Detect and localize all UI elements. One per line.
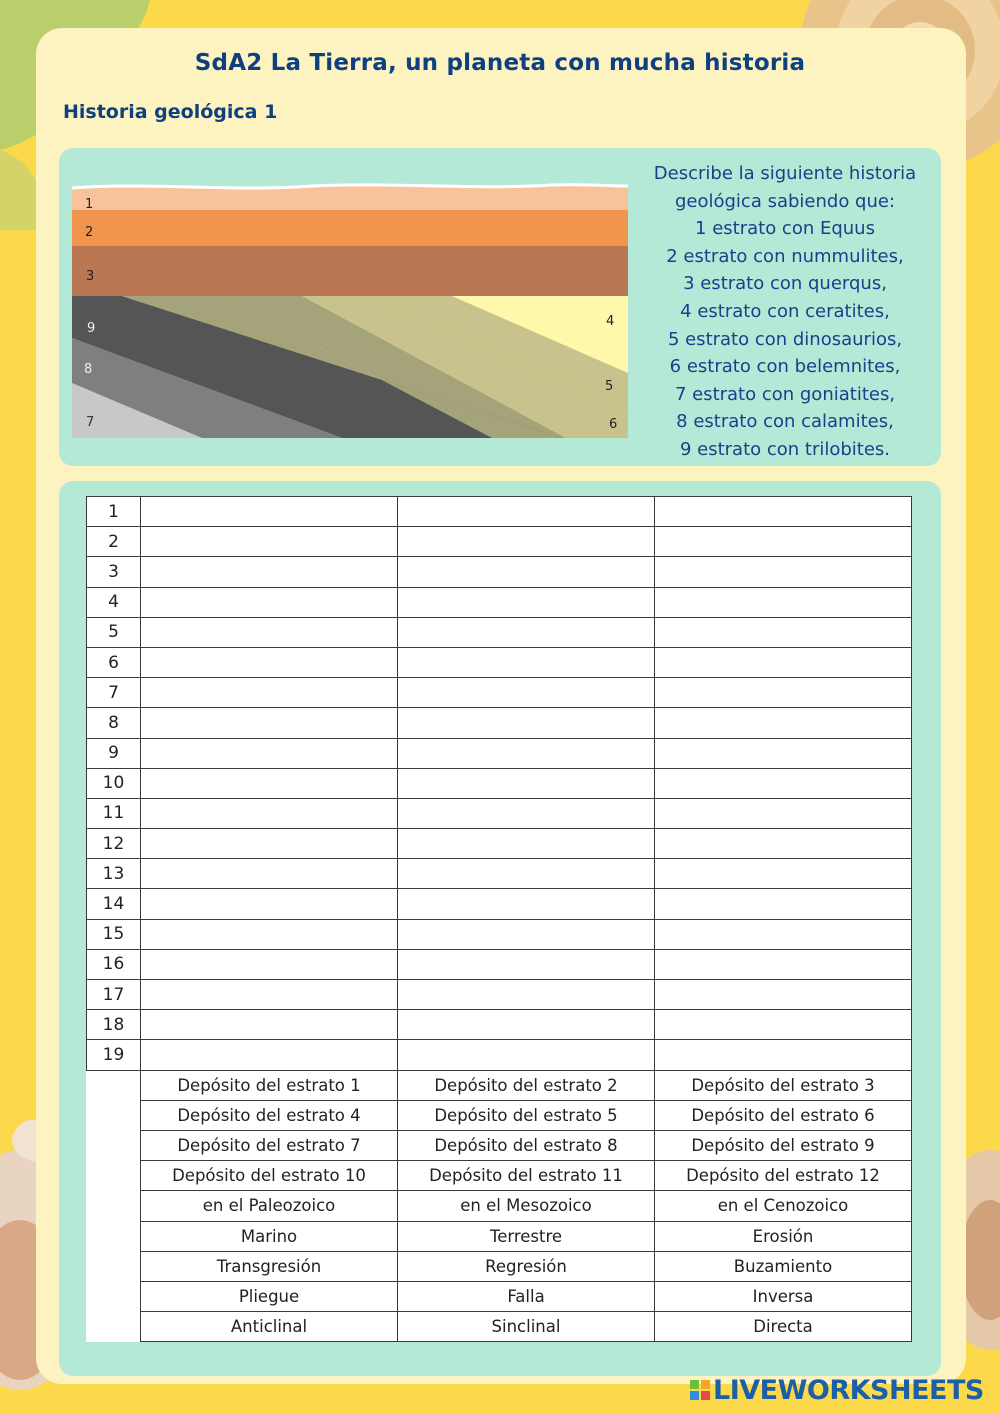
options-row [87,1191,912,1221]
draggable-option[interactable]: en el Cenozoico [655,1191,912,1221]
answer-drop-cell[interactable] [141,497,398,527]
answer-drop-cell[interactable] [655,1010,912,1040]
answer-drop-cell[interactable] [655,980,912,1010]
stratum-label-4: 4 [606,314,615,329]
answer-drop-cell[interactable] [398,708,655,738]
row-number: 19 [87,1040,141,1070]
answer-drop-cell[interactable] [141,859,398,889]
answer-drop-cell[interactable] [655,1040,912,1070]
stratum-2 [72,210,628,246]
answer-drop-cell[interactable] [655,768,912,798]
empty-cell [87,1312,141,1342]
answer-drop-cell[interactable] [655,557,912,587]
empty-cell [87,1251,141,1281]
answer-drop-cell[interactable] [141,678,398,708]
stratum-label-9: 9 [87,321,96,336]
row-number: 6 [87,647,141,677]
description-line: 9 estrato con trilobites. [679,438,891,460]
draggable-option[interactable]: Directa [655,1312,912,1342]
answer-row [87,647,912,677]
answer-drop-cell[interactable] [141,1040,398,1070]
draggable-option[interactable]: Falla [398,1281,655,1311]
answer-drop-cell[interactable] [141,768,398,798]
empty-cell [87,1070,141,1100]
draggable-option[interactable]: Pliegue [141,1281,398,1311]
answer-drop-cell[interactable] [141,829,398,859]
liveworksheets-logo [690,1374,984,1406]
answer-row [87,587,912,617]
options-row [87,1161,912,1191]
answer-drop-cell[interactable] [141,587,398,617]
answer-drop-cell[interactable] [141,647,398,677]
row-number: 13 [87,859,141,889]
stratum-label-7: 7 [86,415,95,430]
answer-row [87,527,912,557]
row-number: 2 [87,527,141,557]
answer-drop-cell[interactable] [655,859,912,889]
answer-drop-cell[interactable] [655,798,912,828]
answer-drop-cell[interactable] [655,527,912,557]
description-line: 7 estrato con goniatites, [674,383,896,405]
description-line: 8 estrato con calamites, [676,411,894,433]
empty-cell [87,1161,141,1191]
draggable-option[interactable]: Depósito del estrato 10 [141,1161,398,1191]
answer-drop-cell[interactable] [655,708,912,738]
draggable-option[interactable]: Depósito del estrato 7 [141,1130,398,1160]
empty-cell [87,1191,141,1221]
answer-drop-cell[interactable] [655,497,912,527]
answer-drop-cell[interactable] [655,617,912,647]
stratum-label-3: 3 [86,269,95,284]
answer-drop-cell[interactable] [141,919,398,949]
strata-diagram [72,178,628,438]
description-line: 1 estrato con Equus [695,218,875,240]
options-row [87,1281,912,1311]
draggable-option[interactable]: Regresión [398,1251,655,1281]
answer-drop-cell[interactable] [398,497,655,527]
answer-row [87,949,912,979]
draggable-option[interactable]: Depósito del estrato 9 [655,1130,912,1160]
answer-drop-cell[interactable] [398,647,655,677]
logo-mark-icon [690,1380,710,1400]
stratum-label-8: 8 [84,362,93,377]
empty-cell [87,1281,141,1311]
row-number: 7 [87,678,141,708]
answer-drop-cell[interactable] [398,1040,655,1070]
options-row [87,1251,912,1281]
answer-drop-cell[interactable] [655,647,912,677]
answer-drop-cell[interactable] [655,919,912,949]
row-number: 10 [87,768,141,798]
draggable-option[interactable]: Erosión [655,1221,912,1251]
row-number: 18 [87,1010,141,1040]
draggable-option[interactable]: Transgresión [141,1251,398,1281]
stratum-label-5: 5 [605,379,614,394]
answer-drop-cell[interactable] [141,527,398,557]
answer-row [87,708,912,738]
answer-drop-cell[interactable] [398,980,655,1010]
draggable-option[interactable]: Depósito del estrato 8 [398,1130,655,1160]
draggable-option[interactable]: Depósito del estrato 2 [398,1070,655,1100]
section-title: Historia geológica 1 [63,101,278,123]
description-line: 4 estrato con ceratites, [680,300,890,322]
answer-drop-cell[interactable] [398,678,655,708]
stratum-label-6: 6 [609,417,618,432]
answer-drop-cell[interactable] [141,617,398,647]
draggable-option[interactable]: Marino [141,1221,398,1251]
draggable-option[interactable]: Buzamiento [655,1251,912,1281]
draggable-option[interactable]: Terrestre [398,1221,655,1251]
answer-drop-cell[interactable] [398,919,655,949]
row-number: 3 [87,557,141,587]
exercise-description [640,160,930,464]
stratum-label-1: 1 [85,197,94,212]
options-row [87,1130,912,1160]
answer-row [87,497,912,527]
answer-row [87,919,912,949]
stratum-3 [72,246,628,296]
options-row [87,1221,912,1251]
draggable-option[interactable]: Depósito del estrato 3 [655,1070,912,1100]
answer-drop-cell[interactable] [398,527,655,557]
answer-drop-cell[interactable] [655,738,912,768]
answer-drop-cell[interactable] [398,949,655,979]
row-number: 16 [87,949,141,979]
row-number: 14 [87,889,141,919]
answer-row [87,738,912,768]
answer-drop-cell[interactable] [398,1010,655,1040]
stratum-label-2: 2 [85,225,94,240]
answer-drop-cell[interactable] [141,889,398,919]
description-line: Describe la siguiente historia [653,163,917,184]
answer-row [87,798,912,828]
stratum-1 [72,185,628,210]
answer-drop-cell[interactable] [141,798,398,828]
answer-row [87,1040,912,1070]
answer-drop-cell[interactable] [655,678,912,708]
draggable-option[interactable]: Depósito del estrato 12 [655,1161,912,1191]
answer-drop-cell[interactable] [398,617,655,647]
answer-drop-cell[interactable] [398,557,655,587]
answer-drop-cell[interactable] [141,980,398,1010]
row-number: 9 [87,738,141,768]
description-line: geológica sabiendo que: [674,190,896,212]
row-number: 8 [87,708,141,738]
answer-drop-cell[interactable] [141,1010,398,1040]
answer-drop-cell[interactable] [398,798,655,828]
answer-drop-cell[interactable] [141,738,398,768]
row-number: 15 [87,919,141,949]
row-number: 1 [87,497,141,527]
draggable-option[interactable]: Anticlinal [141,1312,398,1342]
answer-drop-cell[interactable] [398,768,655,798]
answer-row [87,768,912,798]
description-line: 6 estrato con belemnites, [669,356,901,378]
answer-drop-cell[interactable] [398,889,655,919]
page-title: SdA2 La Tierra, un planeta con mucha historia [194,50,806,76]
answer-drop-cell[interactable] [141,949,398,979]
answer-drop-cell[interactable] [655,949,912,979]
answer-table [86,496,912,1342]
answer-row [87,980,912,1010]
description-line: 2 estrato con nummulites, [666,245,904,267]
draggable-option[interactable]: en el Paleozoico [141,1191,398,1221]
answer-drop-cell[interactable] [141,557,398,587]
options-row [87,1100,912,1130]
answer-row [87,557,912,587]
answer-row [87,889,912,919]
answer-drop-cell[interactable] [655,829,912,859]
empty-cell [87,1130,141,1160]
draggable-option[interactable]: Depósito del estrato 5 [398,1100,655,1130]
empty-cell [87,1100,141,1130]
answer-row [87,829,912,859]
answer-row [87,1010,912,1040]
draggable-option[interactable]: en el Mesozoico [398,1191,655,1221]
description-line: 3 estrato con querqus, [683,273,887,295]
draggable-option[interactable]: Depósito del estrato 6 [655,1100,912,1130]
answer-drop-cell[interactable] [655,889,912,919]
answer-drop-cell[interactable] [141,708,398,738]
empty-cell [87,1221,141,1251]
answer-drop-cell[interactable] [655,587,912,617]
answer-drop-cell[interactable] [398,738,655,768]
answer-drop-cell[interactable] [398,829,655,859]
draggable-option[interactable]: Inversa [655,1281,912,1311]
row-number: 5 [87,617,141,647]
row-number: 17 [87,980,141,1010]
draggable-option[interactable]: Depósito del estrato 11 [398,1161,655,1191]
answer-row [87,617,912,647]
options-row [87,1070,912,1100]
answer-row [87,678,912,708]
row-number: 11 [87,798,141,828]
draggable-option[interactable]: Depósito del estrato 1 [141,1070,398,1100]
draggable-option[interactable]: Depósito del estrato 4 [141,1100,398,1130]
row-number: 12 [87,829,141,859]
draggable-option[interactable]: Sinclinal [398,1312,655,1342]
description-line: 5 estrato con dinosaurios, [667,328,903,350]
answer-drop-cell[interactable] [398,587,655,617]
options-row [87,1312,912,1342]
row-number: 4 [87,587,141,617]
answer-drop-cell[interactable] [398,859,655,889]
answer-row [87,859,912,889]
logo-text: LIVEWORKSHEETS [713,1374,984,1406]
